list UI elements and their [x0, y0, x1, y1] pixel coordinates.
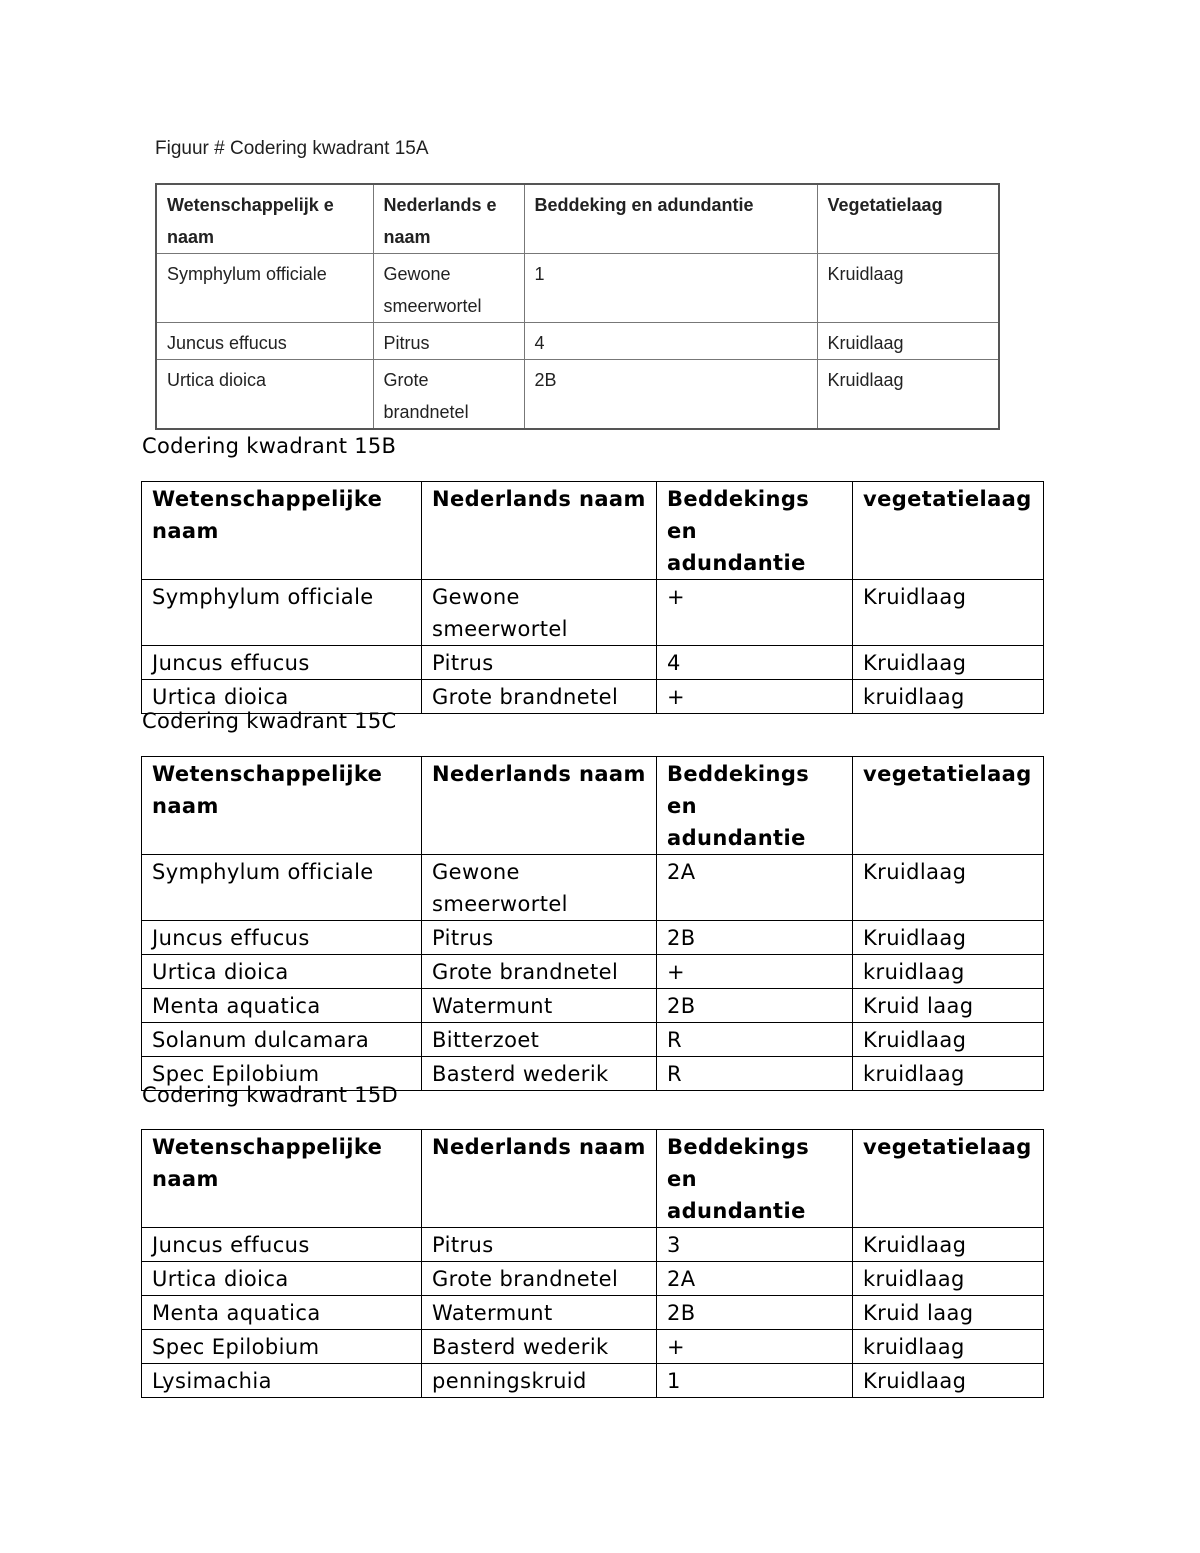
- table-cell: Urtica dioica: [142, 955, 422, 989]
- table-cell: Symphylum officiale: [142, 855, 422, 921]
- table-cell: 2B: [657, 921, 853, 955]
- table-row: [142, 1023, 1044, 1057]
- table-15d: [141, 1129, 1044, 1398]
- header-cell: Wetenschappelijk e naam: [156, 184, 373, 254]
- table-cell: Basterd wederik: [422, 1057, 657, 1091]
- table-cell: Kruidlaag: [853, 646, 1044, 680]
- table-header-row: [156, 184, 999, 254]
- table-row: [156, 254, 999, 323]
- table-cell: Juncus effucus: [156, 323, 373, 360]
- header-cell: Vegetatielaag: [817, 184, 999, 254]
- table-cell: Juncus effucus: [142, 646, 422, 680]
- header-cell: Beddekings en adundantie: [657, 757, 853, 855]
- table-cell: 3: [657, 1228, 853, 1262]
- table-15c: [141, 756, 1044, 1091]
- table-row: [142, 1228, 1044, 1262]
- section-title: Codering kwadrant 15D: [142, 1083, 398, 1107]
- table-cell: 2B: [524, 360, 817, 430]
- table-cell: R: [657, 1023, 853, 1057]
- table-cell: Pitrus: [422, 921, 657, 955]
- table-cell: Spec Epilobium: [142, 1330, 422, 1364]
- table-row: [142, 855, 1044, 921]
- table-cell: 2A: [657, 1262, 853, 1296]
- table-cell: Menta aquatica: [142, 1296, 422, 1330]
- table-cell: Kruidlaag: [853, 1364, 1044, 1398]
- table-header-row: [142, 757, 1044, 855]
- table-cell: kruidlaag: [853, 1057, 1044, 1091]
- table-cell: Pitrus: [422, 1228, 657, 1262]
- table-cell: Juncus effucus: [142, 921, 422, 955]
- header-cell: Nederlands naam: [422, 482, 657, 580]
- header-cell: vegetatielaag: [853, 1130, 1044, 1228]
- table-row: [142, 989, 1044, 1023]
- table-cell: +: [657, 1330, 853, 1364]
- header-cell: Nederlands naam: [422, 1130, 657, 1228]
- table-cell: 2B: [657, 1296, 853, 1330]
- table-cell: Kruid laag: [853, 1296, 1044, 1330]
- table-cell: 1: [657, 1364, 853, 1398]
- table-cell: Gewone smeerwortel: [422, 855, 657, 921]
- header-cell: Wetenschappelijke naam: [142, 1130, 422, 1228]
- table-cell: +: [657, 580, 853, 646]
- header-cell: Beddeking en adundantie: [524, 184, 817, 254]
- table-cell: Pitrus: [373, 323, 524, 360]
- table-cell: Kruid laag: [853, 989, 1044, 1023]
- table-15b: [141, 481, 1044, 714]
- table-header-row: [142, 1130, 1044, 1228]
- table-cell: Urtica dioica: [156, 360, 373, 430]
- table-row: [142, 580, 1044, 646]
- header-cell: Beddekings en adundantie: [657, 1130, 853, 1228]
- table-cell: Symphylum officiale: [156, 254, 373, 323]
- header-cell: Nederlands naam: [422, 757, 657, 855]
- header-cell: Beddekings en adundantie: [657, 482, 853, 580]
- table-cell: Gewone smeerwortel: [373, 254, 524, 323]
- table-cell: Kruidlaag: [853, 1228, 1044, 1262]
- header-cell: Nederlands e naam: [373, 184, 524, 254]
- table-row: [156, 323, 999, 360]
- table-cell: Kruidlaag: [817, 360, 999, 430]
- table-cell: Grote brandnetel: [422, 1262, 657, 1296]
- table-cell: 1: [524, 254, 817, 323]
- table-cell: R: [657, 1057, 853, 1091]
- table-row: [142, 1262, 1044, 1296]
- table-row: [142, 1296, 1044, 1330]
- table-cell: +: [657, 955, 853, 989]
- table-cell: Kruidlaag: [853, 855, 1044, 921]
- table-cell: Kruidlaag: [853, 921, 1044, 955]
- section-title: Codering kwadrant 15C: [142, 709, 397, 733]
- table-cell: Kruidlaag: [853, 580, 1044, 646]
- table-cell: kruidlaag: [853, 955, 1044, 989]
- table-cell: Watermunt: [422, 989, 657, 1023]
- table-cell: Grote brandnetel: [422, 955, 657, 989]
- table-cell: Grote brandnetel: [422, 680, 657, 714]
- section-title: Codering kwadrant 15B: [142, 434, 397, 458]
- table-cell: Grote brandnetel: [373, 360, 524, 430]
- table-header-row: [142, 482, 1044, 580]
- table-cell: 2B: [657, 989, 853, 1023]
- table-cell: +: [657, 680, 853, 714]
- header-cell: Wetenschappelijke naam: [142, 757, 422, 855]
- table-cell: Kruidlaag: [817, 323, 999, 360]
- table-cell: kruidlaag: [853, 1262, 1044, 1296]
- table-cell: kruidlaag: [853, 1330, 1044, 1364]
- table-cell: 2A: [657, 855, 853, 921]
- header-cell: Wetenschappelijke naam: [142, 482, 422, 580]
- table-cell: Kruidlaag: [853, 1023, 1044, 1057]
- table-row: [142, 921, 1044, 955]
- table-cell: Lysimachia: [142, 1364, 422, 1398]
- table-cell: 4: [524, 323, 817, 360]
- table-cell: penningskruid: [422, 1364, 657, 1398]
- table-cell: Watermunt: [422, 1296, 657, 1330]
- header-cell: vegetatielaag: [853, 482, 1044, 580]
- table-row: [156, 360, 999, 430]
- table-cell: 4: [657, 646, 853, 680]
- table-row: [142, 955, 1044, 989]
- table-row: [142, 1364, 1044, 1398]
- header-cell: vegetatielaag: [853, 757, 1044, 855]
- table-cell: Gewone smeerwortel: [422, 580, 657, 646]
- table-cell: Symphylum officiale: [142, 580, 422, 646]
- figure-caption: Figuur # Codering kwadrant 15A: [155, 138, 429, 159]
- table-cell: Juncus effucus: [142, 1228, 422, 1262]
- table-cell: Pitrus: [422, 646, 657, 680]
- table-cell: Basterd wederik: [422, 1330, 657, 1364]
- table-15a: [155, 183, 1000, 430]
- table-cell: Kruidlaag: [817, 254, 999, 323]
- table-cell: Menta aquatica: [142, 989, 422, 1023]
- table-row: [142, 1330, 1044, 1364]
- table-cell: kruidlaag: [853, 680, 1044, 714]
- table-row: [142, 646, 1044, 680]
- table-cell: Solanum dulcamara: [142, 1023, 422, 1057]
- table-cell: Bitterzoet: [422, 1023, 657, 1057]
- table-cell: Urtica dioica: [142, 680, 422, 714]
- table-cell: Urtica dioica: [142, 1262, 422, 1296]
- table-cell: Spec Epilobium: [142, 1057, 422, 1091]
